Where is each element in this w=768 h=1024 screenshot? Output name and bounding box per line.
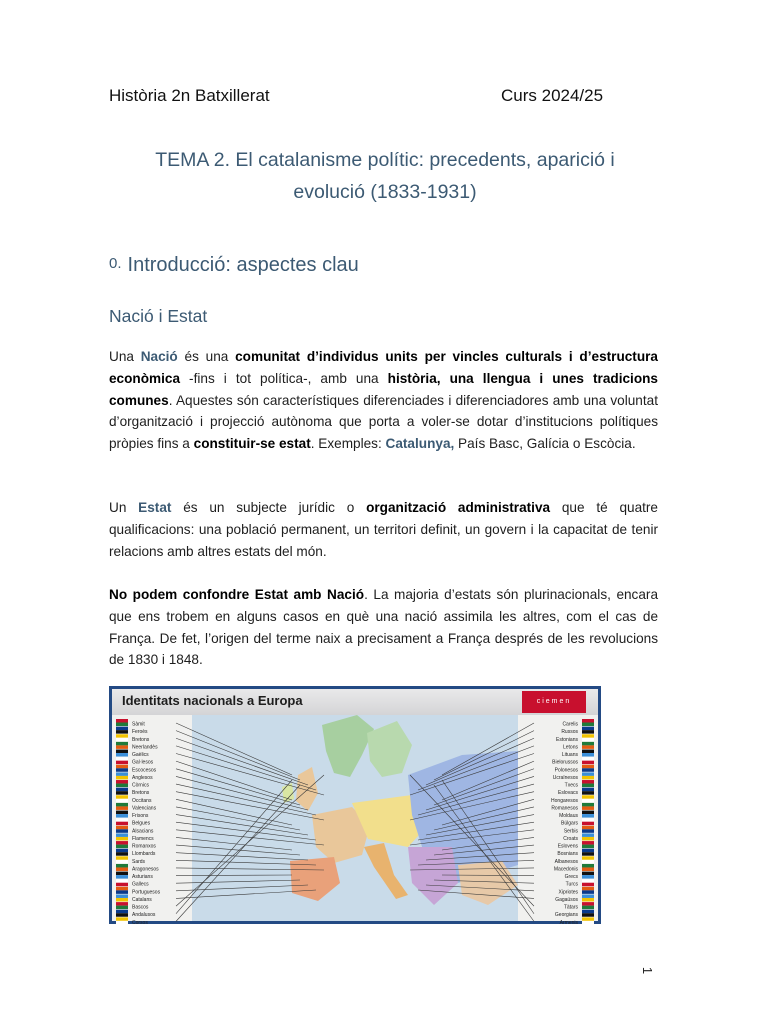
flag-icon bbox=[116, 788, 128, 792]
flag-icon bbox=[582, 913, 594, 917]
title-line-1: TEMA 2. El catalanisme polític: precedents, aparició i bbox=[155, 149, 615, 171]
legend-label: Txecs bbox=[564, 782, 578, 789]
flag-icon bbox=[116, 753, 128, 757]
legend-label: Valencians bbox=[132, 805, 157, 812]
document-header bbox=[109, 86, 629, 106]
flag-icon bbox=[582, 921, 594, 925]
term-catalunya: Catalunya, bbox=[385, 436, 455, 452]
flag-icon bbox=[582, 799, 594, 803]
flag-icon bbox=[582, 841, 594, 845]
legend-label: Lituans bbox=[561, 752, 578, 759]
flag-icon bbox=[582, 894, 594, 898]
legend-label: Croats bbox=[563, 835, 578, 842]
flag-icon bbox=[116, 803, 128, 807]
brand-logo: ciemen bbox=[522, 691, 586, 713]
legend-label: Eslovacs bbox=[557, 790, 578, 797]
legend-label: Belgues bbox=[132, 820, 151, 827]
legend-label: Bretons bbox=[132, 736, 150, 743]
legend-label: Asturians bbox=[132, 874, 153, 881]
legend-label: Aragonesos bbox=[132, 866, 159, 873]
legend-label: Carelis bbox=[562, 721, 578, 728]
flag-icon bbox=[582, 829, 594, 833]
section-number: 0. bbox=[109, 255, 122, 272]
flag-icon bbox=[116, 734, 128, 738]
flag-icon bbox=[116, 761, 128, 765]
flag-icon bbox=[116, 784, 128, 788]
legend-label: Sards bbox=[132, 858, 146, 865]
legend-label: Còrnics bbox=[132, 782, 149, 789]
flag-icon bbox=[116, 913, 128, 917]
flag-icon bbox=[116, 860, 128, 864]
flag-icon bbox=[116, 902, 128, 906]
term-nacio: Nació bbox=[140, 349, 178, 364]
flag-icon bbox=[116, 894, 128, 898]
flag-icon bbox=[582, 910, 594, 914]
flag-icon bbox=[116, 765, 128, 769]
legend-label: Serbis bbox=[563, 828, 578, 835]
flag-icon bbox=[116, 811, 128, 815]
flag-icon bbox=[582, 814, 594, 818]
flag-icon bbox=[582, 742, 594, 746]
flag-icon bbox=[582, 738, 594, 742]
flag-icon bbox=[582, 757, 594, 761]
bold-phrase: No podem confondre Estat amb Nació bbox=[109, 587, 365, 602]
flag-icon bbox=[116, 921, 128, 925]
paragraph-estat: Un Estat és un subjecte jurídic o organització administrativa que té quatre qualificacions: una població permanent, un territori definit, un govern i la capacitat de tenir relacions amb altres estats del món. bbox=[109, 500, 658, 559]
flag-icon bbox=[116, 814, 128, 818]
flag-icon bbox=[116, 841, 128, 845]
flag-icon bbox=[582, 898, 594, 902]
flag-icon bbox=[116, 829, 128, 833]
legend-label: Russos bbox=[561, 729, 578, 736]
legend-label: Eslovens bbox=[557, 843, 578, 850]
flag-icon bbox=[116, 730, 128, 734]
flag-icon bbox=[116, 768, 128, 772]
legend-label: Alsacians bbox=[132, 828, 154, 835]
section-title: Introducció: aspectes clau bbox=[127, 254, 359, 276]
flag-icon bbox=[582, 906, 594, 910]
flag-icon bbox=[116, 867, 128, 871]
legend-label: Romanxos bbox=[132, 843, 156, 850]
legend-label: Búlgars bbox=[561, 820, 578, 827]
legend-label: Catalans bbox=[132, 896, 152, 903]
flag-icon bbox=[582, 768, 594, 772]
legend-label: Gal·lesos bbox=[132, 759, 154, 766]
legend-label: Llombards bbox=[132, 851, 156, 858]
legend-label: Bosnians bbox=[557, 851, 578, 858]
legend-label: Romanesos bbox=[551, 805, 578, 812]
legend-label: Bretons bbox=[132, 790, 150, 797]
flag-icon bbox=[116, 875, 128, 879]
flag-icon bbox=[116, 864, 128, 868]
flag-icon bbox=[116, 887, 128, 891]
europe-identities-map bbox=[109, 686, 601, 924]
flag-icon bbox=[116, 917, 128, 921]
flag-icon bbox=[116, 795, 128, 799]
flag-icon bbox=[582, 730, 594, 734]
flag-icon bbox=[582, 852, 594, 856]
flag-icon bbox=[582, 890, 594, 894]
flag-icon bbox=[582, 822, 594, 826]
flag-icon bbox=[116, 750, 128, 754]
flag-icon bbox=[582, 795, 594, 799]
flag-icon bbox=[116, 872, 128, 876]
flag-icon bbox=[116, 799, 128, 803]
legend-label: Moldaus bbox=[559, 813, 578, 820]
flag-icon bbox=[582, 723, 594, 727]
flag-icon bbox=[116, 849, 128, 853]
flag-icon bbox=[582, 761, 594, 765]
flag-icon bbox=[116, 910, 128, 914]
flag-icon bbox=[582, 875, 594, 879]
course-label: Curs 2024/25 bbox=[501, 86, 604, 105]
flag-icon bbox=[582, 753, 594, 757]
flag-icon bbox=[582, 719, 594, 723]
flag-icon bbox=[116, 776, 128, 780]
bold-phrase: comunitat d’individus units per vincles culturals i d’estructura econòmica bbox=[109, 349, 658, 386]
flag-icon bbox=[116, 822, 128, 826]
flag-icon bbox=[116, 837, 128, 841]
paragraph-confondre: No podem confondre Estat amb Nació. La majoria d’estats són plurinacionals, encara que ens trobem en alguns casos en què una nació assimila les altres, com el cas de França. De fet, l’origen del terme naix a precisament a França després de les revolucions de 1830 i 1848. bbox=[109, 587, 659, 668]
flag-icon bbox=[582, 837, 594, 841]
flag-icon bbox=[582, 887, 594, 891]
flag-icon bbox=[582, 806, 594, 810]
flag-icon bbox=[582, 772, 594, 776]
flag-icon bbox=[116, 723, 128, 727]
bold-phrase: història, una llengua i unes tradicions comunes bbox=[109, 370, 658, 408]
legend-label: Estonians bbox=[556, 736, 578, 743]
map-graphic bbox=[112, 715, 598, 926]
legend-label: Corsos bbox=[132, 919, 148, 926]
map-title: Identitats nacionals a Europa bbox=[122, 693, 303, 708]
flag-icon bbox=[116, 818, 128, 822]
flag-icon bbox=[582, 826, 594, 830]
flag-icon bbox=[116, 727, 128, 731]
legend-label: Letons bbox=[562, 744, 578, 751]
legend-label: Armenis bbox=[559, 919, 578, 926]
flag-icon bbox=[582, 734, 594, 738]
subject-label: Història 2n Batxillerat bbox=[109, 86, 270, 105]
flag-icon bbox=[116, 757, 128, 761]
term-estat: Estat bbox=[138, 500, 172, 515]
legend-label: Portuguesos bbox=[132, 889, 161, 896]
flag-icon bbox=[582, 784, 594, 788]
legend-label: Escocesos bbox=[132, 767, 157, 774]
flag-icon bbox=[116, 845, 128, 849]
page-number: 1 bbox=[640, 966, 656, 975]
section-heading bbox=[109, 254, 359, 277]
legend-label: Xipriotes bbox=[558, 889, 578, 896]
legend-label: Albanesos bbox=[554, 858, 578, 865]
flag-icon bbox=[582, 765, 594, 769]
flag-icon bbox=[582, 780, 594, 784]
flag-icon bbox=[582, 860, 594, 864]
flag-icon bbox=[116, 890, 128, 894]
flag-icon bbox=[582, 902, 594, 906]
legend-label: Occitans bbox=[132, 797, 152, 804]
flag-icon bbox=[116, 742, 128, 746]
legend-label: Sàmit bbox=[132, 721, 145, 728]
legend-label: Anglesos bbox=[132, 774, 153, 781]
flag-icon bbox=[116, 745, 128, 749]
flag-icon bbox=[582, 867, 594, 871]
flag-icon bbox=[582, 750, 594, 754]
legend-label: Georgians bbox=[554, 912, 578, 919]
flag-icon bbox=[116, 826, 128, 830]
subsection-heading: Nació i Estat bbox=[109, 306, 208, 326]
legend-label: Feroès bbox=[132, 729, 148, 736]
flag-icon bbox=[582, 776, 594, 780]
title-line-2: evolució (1833-1931) bbox=[293, 181, 477, 203]
bold-phrase: organització administrativa bbox=[366, 500, 551, 515]
map-title-bar bbox=[112, 689, 598, 716]
flag-icon bbox=[582, 791, 594, 795]
paragraph-nacio: Una Nació és una comunitat d’individus units per vincles culturals i d’estructura econòmica -fins i tot política-, amb una història, una llengua i unes tradicions comunes. Aquestes són característiques diferenciades i diferenciadores amb una voluntat d’organització i projecció autònoma que porta a voler-se dotar d’institucions polítiques pròpies fins a constituir-se estat. Exemples: Catalunya, País Basc, Galícia o Escòcia. bbox=[109, 349, 658, 452]
flag-icon bbox=[582, 845, 594, 849]
legend-label: Turcs bbox=[565, 881, 578, 888]
legend-label: Polonesos bbox=[554, 767, 578, 774]
flag-icon bbox=[116, 772, 128, 776]
legend-label: Macedonis bbox=[553, 866, 578, 873]
legend-label: Neerlandès bbox=[132, 744, 158, 751]
flag-icon bbox=[582, 879, 594, 883]
flag-icon bbox=[116, 852, 128, 856]
flag-icon bbox=[116, 833, 128, 837]
flag-icon bbox=[582, 833, 594, 837]
legend-label: Bascos bbox=[132, 904, 149, 911]
flag-icon bbox=[582, 917, 594, 921]
legend-label: Ucraïnesos bbox=[552, 774, 578, 781]
legend-label: Gagaüsos bbox=[555, 896, 578, 903]
legend-label: Frisons bbox=[132, 813, 149, 820]
flag-icon bbox=[582, 849, 594, 853]
flag-icon bbox=[582, 745, 594, 749]
legend-label: Hongaresos bbox=[551, 797, 578, 804]
flag-icon bbox=[582, 788, 594, 792]
legend-label: Gaèlics bbox=[132, 752, 149, 759]
flag-icon bbox=[582, 872, 594, 876]
bold-phrase: constituir-se estat bbox=[193, 436, 311, 452]
flag-icon bbox=[116, 883, 128, 887]
legend-label: Tàtars bbox=[563, 904, 578, 911]
flag-icon bbox=[582, 811, 594, 815]
flag-icon bbox=[582, 727, 594, 731]
flag-icon bbox=[116, 856, 128, 860]
flag-icon bbox=[116, 719, 128, 723]
flag-icon bbox=[582, 864, 594, 868]
flag-icon bbox=[116, 738, 128, 742]
flag-icon bbox=[116, 898, 128, 902]
flag-icon bbox=[582, 803, 594, 807]
flag-icon bbox=[116, 780, 128, 784]
legend-label: Flamencs bbox=[132, 835, 154, 842]
flag-icon bbox=[582, 856, 594, 860]
flag-icon bbox=[116, 906, 128, 910]
flag-icon bbox=[116, 879, 128, 883]
legend-label: Grecs bbox=[564, 874, 578, 881]
flag-icon bbox=[582, 883, 594, 887]
document-title bbox=[100, 144, 670, 208]
legend-label: Bielorussos bbox=[552, 759, 578, 766]
legend-label: Gallecs bbox=[132, 881, 149, 888]
flag-icon bbox=[582, 818, 594, 822]
flag-icon bbox=[116, 791, 128, 795]
legend-label: Andalusos bbox=[132, 912, 156, 919]
flag-icon bbox=[116, 806, 128, 810]
